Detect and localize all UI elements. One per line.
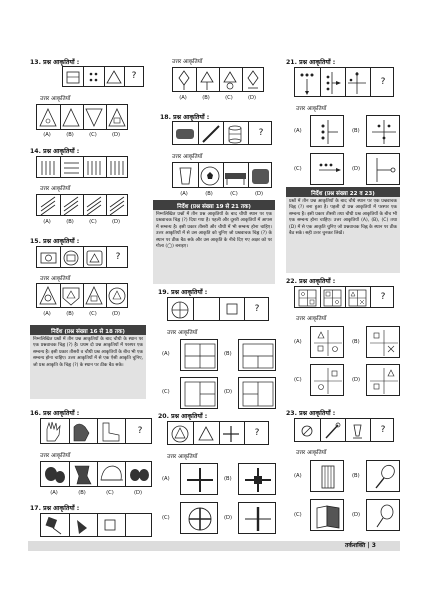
q18-question-mark: ?	[258, 128, 264, 138]
direction-22-23-text: प्रश्नों में तीन प्रश्न आकृतियों के बाद चौथे स्थान पर एक प्रश्नवाचक चिह्न (?) बना हुआ है। पहली दो प्रश्न आकृतियों में परस्पर एक सम्बन्ध है। इसी प्रकार तीसरी तथा चौथी प्रश्न आकृतियों के बीच भी एक सम्बन्ध होना चाहिए। उत्तर आकृतियों (A), (B), (C) तथा (D) में से एक आकृति चुनिए जो प्रश्नवाचक चिह्न के स्थान पर ठीक बैठ सके। सही उत्तर चुनकर लिखें।	[286, 197, 400, 273]
q17-question-figures	[40, 513, 152, 537]
q13-option-d[interactable]: (D)	[111, 132, 121, 138]
page-number: 3	[371, 542, 376, 549]
q16-option-d[interactable]: (D)	[133, 490, 143, 496]
q12-answer-label: उत्तर आकृतियाँ	[172, 59, 203, 65]
q20-answer-d-svg	[239, 503, 277, 535]
q12-option-c[interactable]: (C)	[225, 95, 233, 101]
q22-answer-c[interactable]	[310, 364, 344, 396]
footer-title: तर्कशक्ति | 3	[345, 542, 376, 549]
q13-answer-label: उत्तर आकृतियाँ	[40, 96, 71, 102]
q12-option-d[interactable]: (D)	[247, 95, 257, 101]
q13-answers-svg	[37, 105, 129, 131]
q13-option-c[interactable]: (C)	[89, 132, 97, 138]
q23-answer-d[interactable]	[366, 499, 400, 531]
q22-option-c[interactable]: (C)	[294, 377, 302, 383]
q21-question-figures	[294, 67, 394, 97]
q21-question-mark: ?	[380, 77, 386, 87]
q19-answer-d[interactable]	[238, 377, 276, 409]
q21-option-c[interactable]: (C)	[294, 166, 302, 172]
q23-answer-c[interactable]	[310, 499, 344, 531]
q19-answer-a-svg	[181, 340, 219, 372]
q22-answer-label: उत्तर आकृतियाँ	[296, 316, 327, 322]
q12-answers-svg	[173, 68, 265, 93]
q19-question-figures	[167, 297, 269, 321]
q20-answer-label: उत्तर आकृतियाँ	[167, 454, 198, 460]
q22-question-mark: ?	[380, 292, 386, 302]
q16-question-figures	[40, 418, 152, 444]
q14-figures-svg	[37, 157, 129, 179]
q18-answer-figures	[172, 162, 272, 188]
q23-option-b[interactable]: (B)	[352, 473, 360, 479]
q15-question-figures	[36, 246, 128, 268]
q20-option-d[interactable]: (D)	[224, 515, 233, 521]
q16-answer-figures	[40, 461, 152, 487]
q23-option-d[interactable]: (D)	[352, 512, 361, 518]
q20-answer-c[interactable]	[180, 502, 218, 534]
q19-label: 19. प्रश्न आकृतियाँ :	[158, 289, 208, 296]
q23-option-a[interactable]: (A)	[294, 473, 302, 479]
q23-answer-d-svg	[367, 500, 401, 532]
q15-answers-svg	[37, 284, 129, 309]
q19-answer-b-svg	[239, 340, 277, 372]
q21-answer-a-svg	[311, 116, 345, 148]
q22-question-figures	[294, 286, 394, 308]
q18-answer-label: उत्तर आकृतियाँ	[172, 154, 203, 160]
q18-option-c[interactable]: (C)	[230, 191, 238, 197]
q12-option-a[interactable]: (A)	[179, 95, 187, 101]
q18-label: 18. प्रश्न आकृतियाँ :	[160, 114, 210, 121]
q16-answers-svg	[41, 462, 153, 488]
direction-19-21-title: निर्देश (प्रश्न संख्या 19 से 21 तक)	[153, 200, 275, 210]
q18-question-figures	[172, 121, 272, 145]
q15-label: 15. प्रश्न आकृतियाँ :	[30, 238, 80, 245]
q21-answer-c-svg	[311, 154, 345, 186]
q23-question-mark: ?	[380, 425, 386, 435]
q15-answer-label: उत्तर आकृतियाँ	[40, 276, 71, 282]
q21-answer-label: उत्तर आकृतियाँ	[296, 106, 327, 112]
q23-answer-b-svg	[367, 461, 401, 493]
q21-answer-a[interactable]	[310, 115, 344, 147]
q23-answer-b[interactable]	[366, 460, 400, 492]
q14-option-d[interactable]: (D)	[111, 219, 121, 225]
q16-option-b[interactable]: (B)	[78, 490, 86, 496]
q19-option-b[interactable]: (B)	[224, 351, 232, 357]
direction-16-18-title: निर्देश (प्रश्न संख्या 16 से 18 तक)	[30, 325, 146, 335]
q14-answer-figures	[36, 194, 128, 216]
direction-22-23-title: निर्देश (प्रश्न संख्या 22 व 23)	[286, 187, 400, 197]
q16-option-a[interactable]: (A)	[50, 490, 58, 496]
q18-option-d[interactable]: (D)	[254, 191, 264, 197]
q13-label: 13. प्रश्न आकृतियाँ :	[30, 59, 80, 66]
q21-answer-b[interactable]	[366, 115, 400, 147]
q16-answer-label: उत्तर आकृतियाँ	[40, 453, 71, 459]
direction-19-21-text: निम्नलिखित प्रश्नों में तीन प्रश्न आकृतियों के बाद चौथी स्थान पर एक प्रश्नवाचक चिह्न (?) दिया गया है। पहली और दूसरी आकृतियों में आपस में सम्बन्ध है। इसी प्रकार तीसरी और चौथी में भी सम्बन्ध होना चाहिए। उत्तर आकृतियों में से उस आकृति को चुनिए जो प्रश्नवाचक चिह्न (?) के स्थान पर ठीक बैठ सके और उस आकृति के नीचे दिए गए अक्षर को पर गोला (◯) बनाइए।	[153, 210, 275, 284]
q16-label: 16. प्रश्न आकृतियाँ :	[30, 410, 80, 417]
q20-answer-d[interactable]	[238, 502, 276, 534]
q22-answer-b[interactable]	[366, 326, 400, 358]
footer-subject: तर्कशक्ति	[345, 542, 366, 549]
q19-question-mark: ?	[254, 304, 260, 314]
q18-answers-svg	[173, 163, 273, 189]
q23-answer-label: उत्तर आकृतियाँ	[296, 450, 327, 456]
q17-figures-svg	[41, 514, 153, 538]
q20-answer-a-svg	[181, 464, 219, 496]
q13-option-b[interactable]: (B)	[66, 132, 74, 138]
q21-option-d[interactable]: (D)	[352, 166, 361, 172]
q20-question-figures	[167, 421, 269, 445]
q21-answer-c[interactable]	[310, 153, 344, 185]
q23-answer-c-svg	[311, 500, 345, 532]
q23-question-figures	[294, 418, 394, 442]
q18-option-a[interactable]: (A)	[180, 191, 188, 197]
q18-option-b[interactable]: (B)	[205, 191, 213, 197]
q15-question-mark: ?	[115, 252, 121, 262]
q20-answer-c-svg	[181, 503, 219, 535]
q19-answer-a[interactable]	[180, 339, 218, 371]
q19-option-c[interactable]: (C)	[162, 389, 170, 395]
q20-question-mark: ?	[254, 428, 260, 438]
q13-option-a[interactable]: (A)	[43, 132, 51, 138]
q21-option-b[interactable]: (B)	[352, 128, 360, 134]
q14-answers-svg	[37, 195, 129, 217]
q21-option-a[interactable]: (A)	[294, 128, 302, 134]
q20-answer-a[interactable]	[180, 463, 218, 495]
q22-answer-d[interactable]	[366, 364, 400, 396]
q13-answer-figures	[36, 104, 128, 130]
q22-answer-b-svg	[367, 327, 401, 359]
q22-option-a[interactable]: (A)	[294, 339, 302, 345]
q16-question-mark: ?	[137, 426, 143, 436]
q21-answer-b-svg	[367, 116, 401, 148]
q12-answer-figures	[172, 67, 264, 92]
q14-label: 14. प्रश्न आकृतियाँ :	[30, 148, 80, 155]
q14-answer-label: उत्तर आकृतियाँ	[40, 186, 71, 192]
q20-option-a[interactable]: (A)	[162, 476, 170, 482]
q22-answer-a-svg	[311, 327, 345, 359]
q22-answer-d-svg	[367, 365, 401, 397]
q22-label: 22. प्रश्न आकृतियाँ :	[286, 278, 336, 285]
q19-answer-c-svg	[181, 378, 219, 410]
q19-answer-label: उत्तर आकृतियाँ	[167, 330, 198, 336]
q20-option-c[interactable]: (C)	[162, 515, 170, 521]
q23-answer-a[interactable]	[310, 460, 344, 492]
q22-option-d[interactable]: (D)	[352, 377, 361, 383]
q19-answer-b[interactable]	[238, 339, 276, 371]
q19-option-d[interactable]: (D)	[224, 389, 233, 395]
q20-answer-b-svg	[239, 464, 277, 496]
q20-label: 20. प्रश्न आकृतियाँ :	[158, 413, 208, 420]
q12-option-b[interactable]: (B)	[202, 95, 210, 101]
q13-question-figures	[62, 66, 144, 87]
q14-question-figures	[36, 156, 128, 178]
q15-option-c[interactable]: (C)	[89, 311, 97, 317]
q15-option-d[interactable]: (D)	[111, 311, 121, 317]
q23-label: 23. प्रश्न आकृतियाँ :	[286, 410, 336, 417]
direction-16-18-text: निम्नलिखित प्रश्नों में तीन प्रश्न आकृतियों के बाद चौथी के स्थान पर एक प्रश्नवाचक चिह्न (?) है। प्रथम दो प्रश्न आकृतियों में परस्पर एक सम्बन्ध है। इसी प्रकार तीसरी व चौथी प्रश्न आकृतियों के बीच भी एक सम्बन्ध होना चाहिए। उत्तर आकृतियों में से एक ऐसी आकृति चुनिए, जो प्रश्न आकृति के चिह्न (?) के स्थान पर ठीक बैठ सके।	[30, 335, 146, 399]
q15-answer-figures	[36, 283, 128, 308]
q21-answer-d-svg	[367, 154, 401, 186]
q14-option-c[interactable]: (C)	[89, 219, 97, 225]
q14-option-b[interactable]: (B)	[66, 219, 74, 225]
q21-label: 21. प्रश्न आकृतियाँ :	[286, 59, 336, 66]
q15-option-b[interactable]: (B)	[66, 311, 74, 317]
q21-answer-d[interactable]	[366, 153, 400, 185]
q23-answer-a-svg	[311, 461, 345, 493]
q19-option-a[interactable]: (A)	[162, 351, 170, 357]
q22-answer-c-svg	[311, 365, 345, 397]
q22-option-b[interactable]: (B)	[352, 339, 360, 345]
q23-option-c[interactable]: (C)	[294, 512, 302, 518]
q22-answer-a[interactable]	[310, 326, 344, 358]
q16-option-c[interactable]: (C)	[106, 490, 114, 496]
q20-option-b[interactable]: (B)	[224, 476, 232, 482]
q19-answer-d-svg	[239, 378, 277, 410]
q17-label: 17. प्रश्न आकृतियाँ :	[30, 505, 80, 512]
q13-question-mark: ?	[131, 71, 137, 81]
q20-answer-b[interactable]	[238, 463, 276, 495]
q15-option-a[interactable]: (A)	[43, 311, 51, 317]
q14-option-a[interactable]: (A)	[43, 219, 51, 225]
q19-answer-c[interactable]	[180, 377, 218, 409]
